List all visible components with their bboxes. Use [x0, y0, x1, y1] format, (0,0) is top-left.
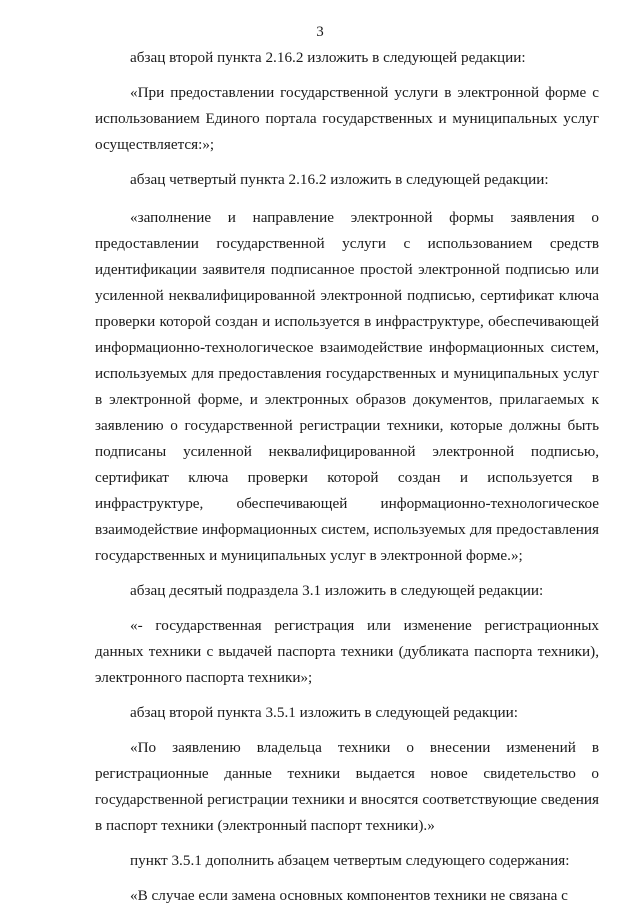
- paragraph-5: абзац десятый подраздела 3.1 изложить в следующей редакции:: [130, 582, 544, 599]
- paragraph-1: абзац второй пункта 2.16.2 изложить в следующей редакции:: [130, 49, 526, 66]
- paragraph-9: пункт 3.5.1 дополнить абзацем четвертым следующего содержания:: [130, 852, 570, 869]
- paragraph-2: «При предоставлении государственной услуги в электронной форме с использованием Единого портала государственных и муниципальных услуг осуществляется:»;: [95, 84, 599, 153]
- paragraph-3: абзац четвертый пункта 2.16.2 изложить в следующей редакции:: [130, 171, 549, 188]
- paragraph-4: «заполнение и направление электронной формы заявления о предоставлении государственной услуги с использованием средств идентификации заявителя подписанное простой электронной подписью или усиленной неквалифицированной электронной подписью, сертификат ключа проверки которой создан и используется в инфраструктуре, обеспечивающей информационно-технологическое взаимодействие информационных систем, используемых для предоставления государственных и муниципальных услуг в электронной форме, и электронных образов документов, прилагаемых к заявлению о государственной регистрации техники, которые должны быть подписаны усиленной неквалифицированной электронной подписью, сертификат ключа проверки которой создан и используется в инфраструктуре, обеспечивающей информационно-технологическое взаимодействие информационных систем, используемых для предоставления государственных и муниципальных услуг в электронной форме.»;: [95, 209, 599, 564]
- page-number: 3: [316, 24, 324, 40]
- paragraph-8: «По заявлению владельца техники о внесении изменений в регистрационные данные техники выдается новое свидетельство о государственной регистрации техники и вносятся соответствующие сведения в паспорт техники (электронный паспорт техники).»: [95, 739, 599, 834]
- paragraph-10: «В случае если замена основных компонентов техники не связана с: [130, 887, 568, 904]
- document-body: [95, 45, 599, 909]
- paragraph-7: абзац второй пункта 3.5.1 изложить в следующей редакции:: [130, 704, 518, 721]
- paragraph-6: «- государственная регистрация или изменение регистрационных данных техники с выдачей паспорта техники (дубликата паспорта техники), электронного паспорта техники»;: [95, 617, 599, 686]
